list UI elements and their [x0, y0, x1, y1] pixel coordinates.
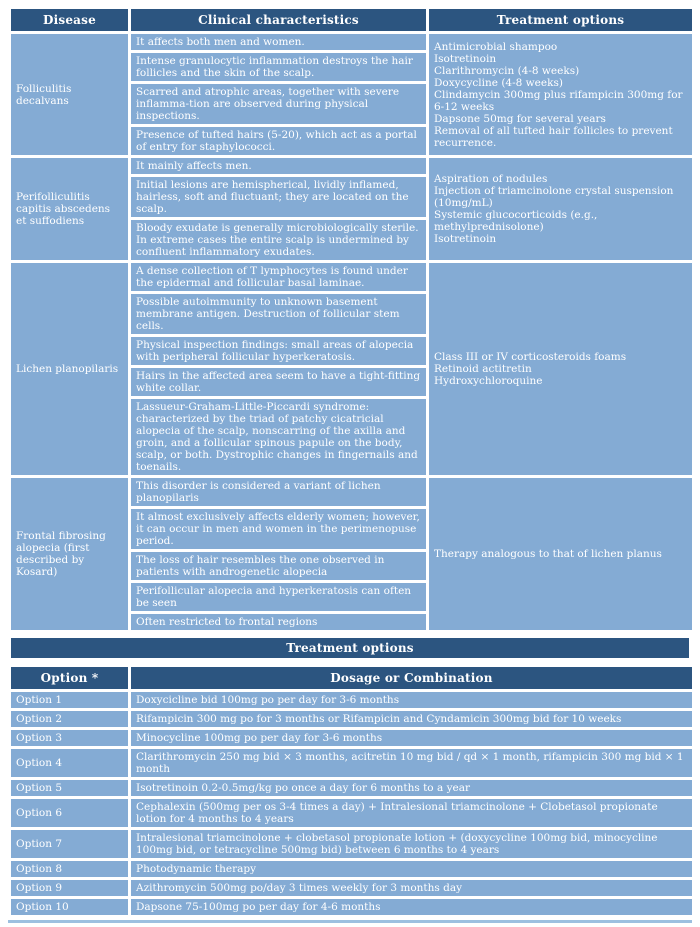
treatment-options-cell — [428, 262, 694, 477]
dosage-cell: Photodynamic therapy — [130, 860, 694, 879]
option-label-cell: Option 10 — [10, 898, 130, 917]
treatment-options-band-title: Treatment options — [8, 635, 692, 661]
option-label-cell: Option 9 — [10, 879, 130, 898]
treatment-options-cell — [428, 477, 694, 632]
option-label-cell: Option 2 — [10, 710, 130, 729]
header-option: Option * — [10, 666, 130, 691]
clinical-characteristic-cell: A dense collection of T lymphocytes is found under the epidermal and follicular basal laminae. — [130, 262, 428, 293]
clinical-characteristic-cell: Possible autoimmunity to unknown basement membrane antigen. Destruction of follicular stem cells. — [130, 293, 428, 336]
treatment-line: Retinoid actitretin — [434, 363, 532, 375]
disease-row — [10, 157, 694, 176]
dosage-cell: Intralesional triamcinolone + clobetasol propionate lotion + (doxycycline 100mg bid, minocycline 100mg bid, or tetracycline 500mg bid) between 6 months to 4 years — [130, 829, 694, 860]
treatment-line: Aspiration of nodules — [434, 173, 548, 185]
option-row — [10, 710, 694, 729]
treatment-line: Clarithromycin (4-8 weeks) — [434, 64, 580, 77]
disease-row — [10, 262, 694, 293]
clinical-characteristic-cell: Bloody exudate is generally microbiologically sterile. In extreme cases the entire scalp is undermined by confluent inflammatory exudates. — [130, 219, 428, 262]
clinical-characteristic-cell: Lassueur-Graham-Little-Piccardi syndrome: characterized by the triad of patchy cicatricial alopecia of the scalp, nonscarring of the axilla and groin, and a follicular spinous papule on the body, scalp, or both. Dystrophic changes in fingernails and toenails. — [130, 398, 428, 477]
clinical-characteristic-cell: It affects both men and women. — [130, 33, 428, 52]
dosage-cell: Minocycline 100mg po per day for 3-6 months — [130, 729, 694, 748]
treatment-line: Isotretinoin — [434, 52, 497, 65]
clinical-characteristic-cell: Presence of tufted hairs (5-20), which act as a portal of entry for staphylococci. — [130, 126, 428, 157]
treatment-line: Therapy analogous to that of lichen planus — [434, 548, 662, 560]
treatment-line: Antimicrobial shampoo — [434, 40, 558, 53]
treatment-line: Injection of triamcinolone crystal suspension (10mg/mL) — [434, 185, 674, 209]
disease-name-cell: Perifolliculitis capitis abscedens et suffodiens — [10, 157, 130, 262]
option-row — [10, 898, 694, 917]
clinical-characteristic-cell: It almost exclusively affects elderly women; however, it can occur in men and women in the perimenopuse period. — [130, 508, 428, 551]
option-row — [10, 798, 694, 829]
dosage-cell: Rifampicin 300 mg po for 3 months or Rifampicin and Cyndamicin 300mg bid for 10 weeks — [130, 710, 694, 729]
option-row — [10, 729, 694, 748]
clinical-characteristic-cell: Hairs in the affected area seem to have a tight-fitting white collar. — [130, 367, 428, 398]
clinical-characteristic-cell: Intense granulocytic inflammation destroys the hair follicles and the skin of the scalp. — [130, 52, 428, 83]
option-row — [10, 879, 694, 898]
clinical-characteristic-cell: Physical inspection findings: small areas of alopecia with peripheral follicular hyperkeratosis. — [130, 336, 428, 367]
dosage-cell: Cephalexin (500mg per os 3-4 times a day) + Intralesional triamcinolone + Clobetasol propionate lotion for 4 months to 4 years — [130, 798, 694, 829]
option-label-cell: Option 3 — [10, 729, 130, 748]
disease-table-header — [10, 8, 694, 33]
treatment-line: Hydroxychloroquine — [434, 375, 543, 387]
clinical-characteristic-cell: Often restricted to frontal regions — [130, 613, 428, 632]
disease-table-body — [10, 33, 694, 632]
option-label-cell: Option 4 — [10, 748, 130, 779]
clinical-characteristic-cell: It mainly affects men. — [130, 157, 428, 176]
disease-row — [10, 477, 694, 508]
header-clinical-characteristics: Clinical characteristics — [130, 8, 428, 33]
dosage-cell: Azithromycin 500mg po/day 3 times weekly for 3 months day — [130, 879, 694, 898]
treatment-line: Removal of all tufted hair follicles to prevent recurrence. — [434, 124, 673, 149]
treatment-line: Systemic glucocorticoids (e.g., methylprednisolone) — [434, 209, 598, 233]
option-row — [10, 860, 694, 879]
option-row — [10, 829, 694, 860]
dosage-cell: Dapsone 75-100mg po per day for 4-6 months — [130, 898, 694, 917]
header-dosage-or-combination: Dosage or Combination — [130, 666, 694, 691]
disease-table — [8, 6, 695, 633]
header-disease: Disease — [10, 8, 130, 33]
clinical-characteristic-cell: Scarred and atrophic areas, together with severe inflamma-tion are observed during physical inspections. — [130, 83, 428, 126]
clinical-characteristic-cell: Perifollicular alopecia and hyperkeratosis can often be seen — [130, 582, 428, 613]
header-treatment-options: Treatment options — [428, 8, 694, 33]
option-label-cell: Option 5 — [10, 779, 130, 798]
dosage-cell: Isotretinoin 0.2-0.5mg/kg po once a day for 6 months to a year — [130, 779, 694, 798]
options-table-header-row — [10, 666, 694, 691]
disease-name-cell: Frontal fibrosing alopecia (first described by Kosard) — [10, 477, 130, 632]
option-label-cell: Option 6 — [10, 798, 130, 829]
option-row — [10, 748, 694, 779]
dosage-cell: Doxycicline bid 100mg po per day for 3-6 months — [130, 691, 694, 710]
options-table-header — [10, 666, 694, 691]
disease-name-cell: Lichen planopilaris — [10, 262, 130, 477]
clinical-characteristic-cell: The loss of hair resembles the one observed in patients with androgenetic alopecia — [130, 551, 428, 582]
clinical-characteristic-cell: Initial lesions are hemispherical, lividly inflamed, hairless, soft and fluctuant; they are located on the scalp. — [130, 176, 428, 219]
treatment-line: Clindamycin 300mg plus rifampicin 300mg for 6-12 weeks — [434, 88, 683, 113]
option-label-cell: Option 8 — [10, 860, 130, 879]
option-label-cell: Option 7 — [10, 829, 130, 860]
options-table — [8, 664, 695, 918]
clinical-characteristic-cell: This disorder is considered a variant of lichen planopilaris — [130, 477, 428, 508]
treatment-line: Dapsone 50mg for several years — [434, 112, 606, 125]
treatment-line: Doxycycline (4-8 weeks) — [434, 76, 563, 89]
disease-name-cell: Folliculitis decalvans — [10, 33, 130, 157]
options-table-body — [10, 691, 694, 917]
table-bottom-frame — [8, 920, 692, 923]
disease-row — [10, 33, 694, 52]
treatment-line: Class III or IV corticosteroids foams — [434, 351, 627, 363]
dosage-cell: Clarithromycin 250 mg bid × 3 months, acitretin 10 mg bid / qd × 1 month, rifampicin 300 mg bid × 1 month — [130, 748, 694, 779]
treatment-line: Isotretinoin — [434, 233, 497, 245]
option-label-cell: Option 1 — [10, 691, 130, 710]
treatment-options-cell — [428, 157, 694, 262]
disease-table-header-row — [10, 8, 694, 33]
option-row — [10, 779, 694, 798]
treatment-options-cell — [428, 33, 694, 157]
option-row — [10, 691, 694, 710]
